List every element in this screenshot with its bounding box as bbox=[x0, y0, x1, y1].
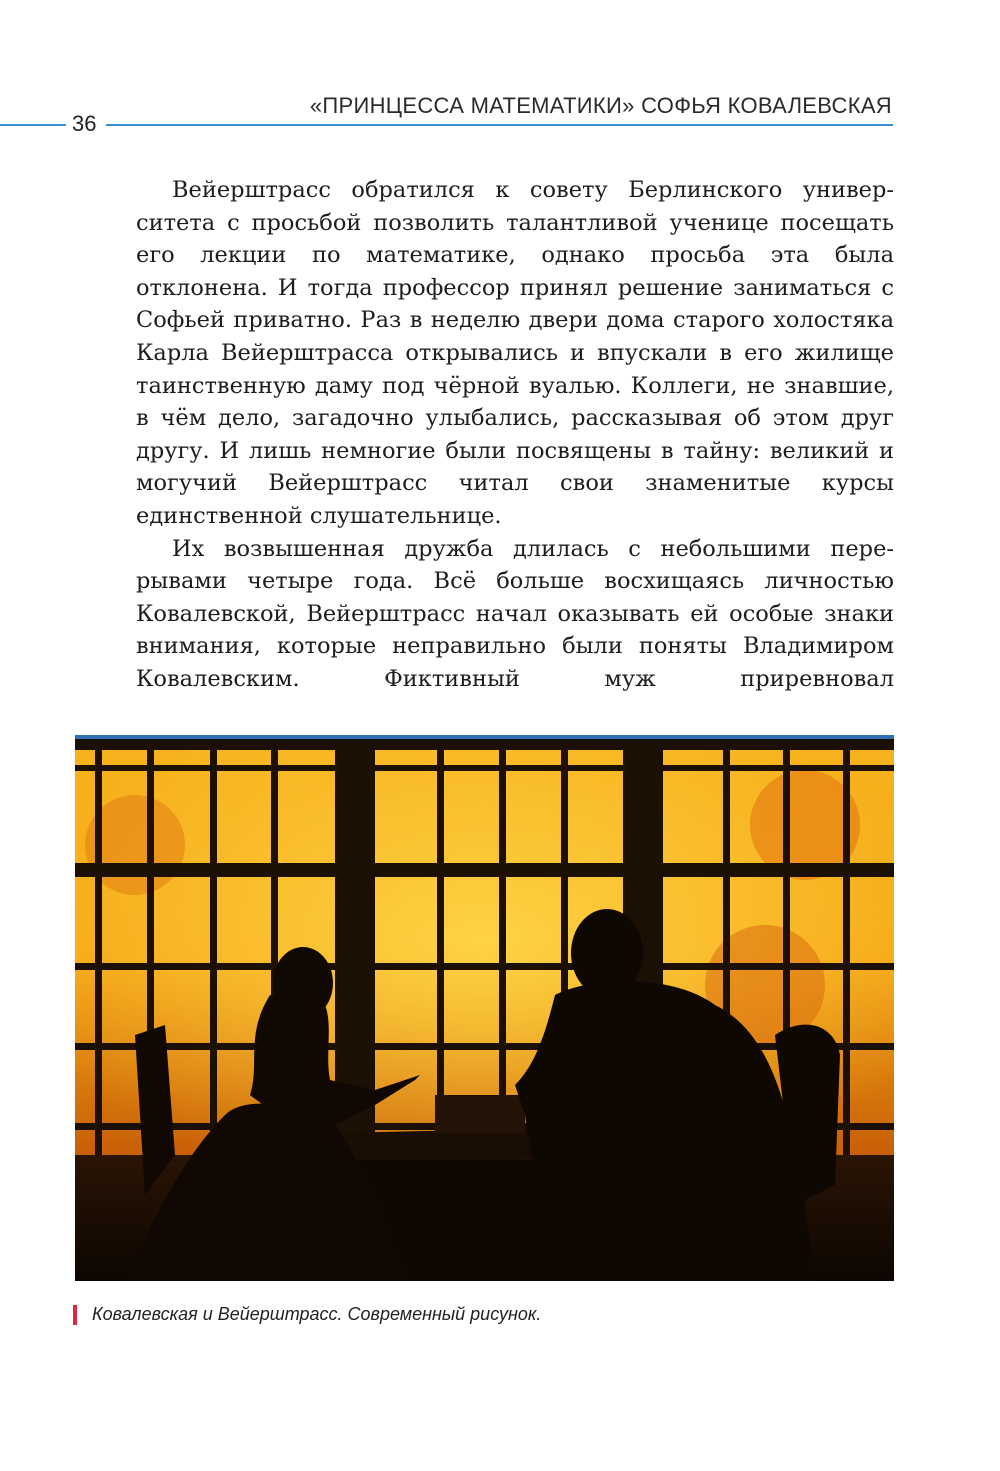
paragraph: Их возвышенная дружба длилась с небольшими перерывами четыре года. Всё больше восхищаясь личностью Ковалевской, Вейерштрасс начал оказывать ей особые знаки внимания, которые неправильно были поняты Владимиром Ковалевским. Фиктивный муж приревновал bbox=[136, 535, 894, 692]
figure-caption: Ковалевская и Вейерштрасс. Современный рисунок. bbox=[92, 1304, 542, 1324]
body-text bbox=[136, 174, 894, 696]
running-title: «ПРИНЦЕССА МАТЕМАТИКИ» СОФЬЯ КОВАЛЕВСКАЯ bbox=[309, 93, 892, 118]
header-rule-left bbox=[0, 124, 66, 126]
paragraph: Вейерштрасс обратился к совету Берлинского университета с просьбой позволить талантливой ученице посещать его лекции по математике, однако просьба эта была отклонена. И тогда профессор принял решение заниматься с Софьей приватно. Раз в неделю двери дома старого холостяка Карла Вейерштрасса открывались и впускали в его жилище таинственную даму под чёрной вуалью. Коллеги, не знавшие, в чём дело, загадочно улыбались, рассказывая об этом друг другу. И лишь немногие были посвящены в тайну: великий и могучий Вейерштрасс читал свои знаменитые курсы единственной слушательнице. bbox=[136, 177, 894, 529]
page-number: 36 bbox=[72, 111, 97, 136]
illustration bbox=[75, 735, 894, 1281]
caption-marker bbox=[73, 1305, 77, 1325]
header-rule-right bbox=[106, 124, 893, 126]
